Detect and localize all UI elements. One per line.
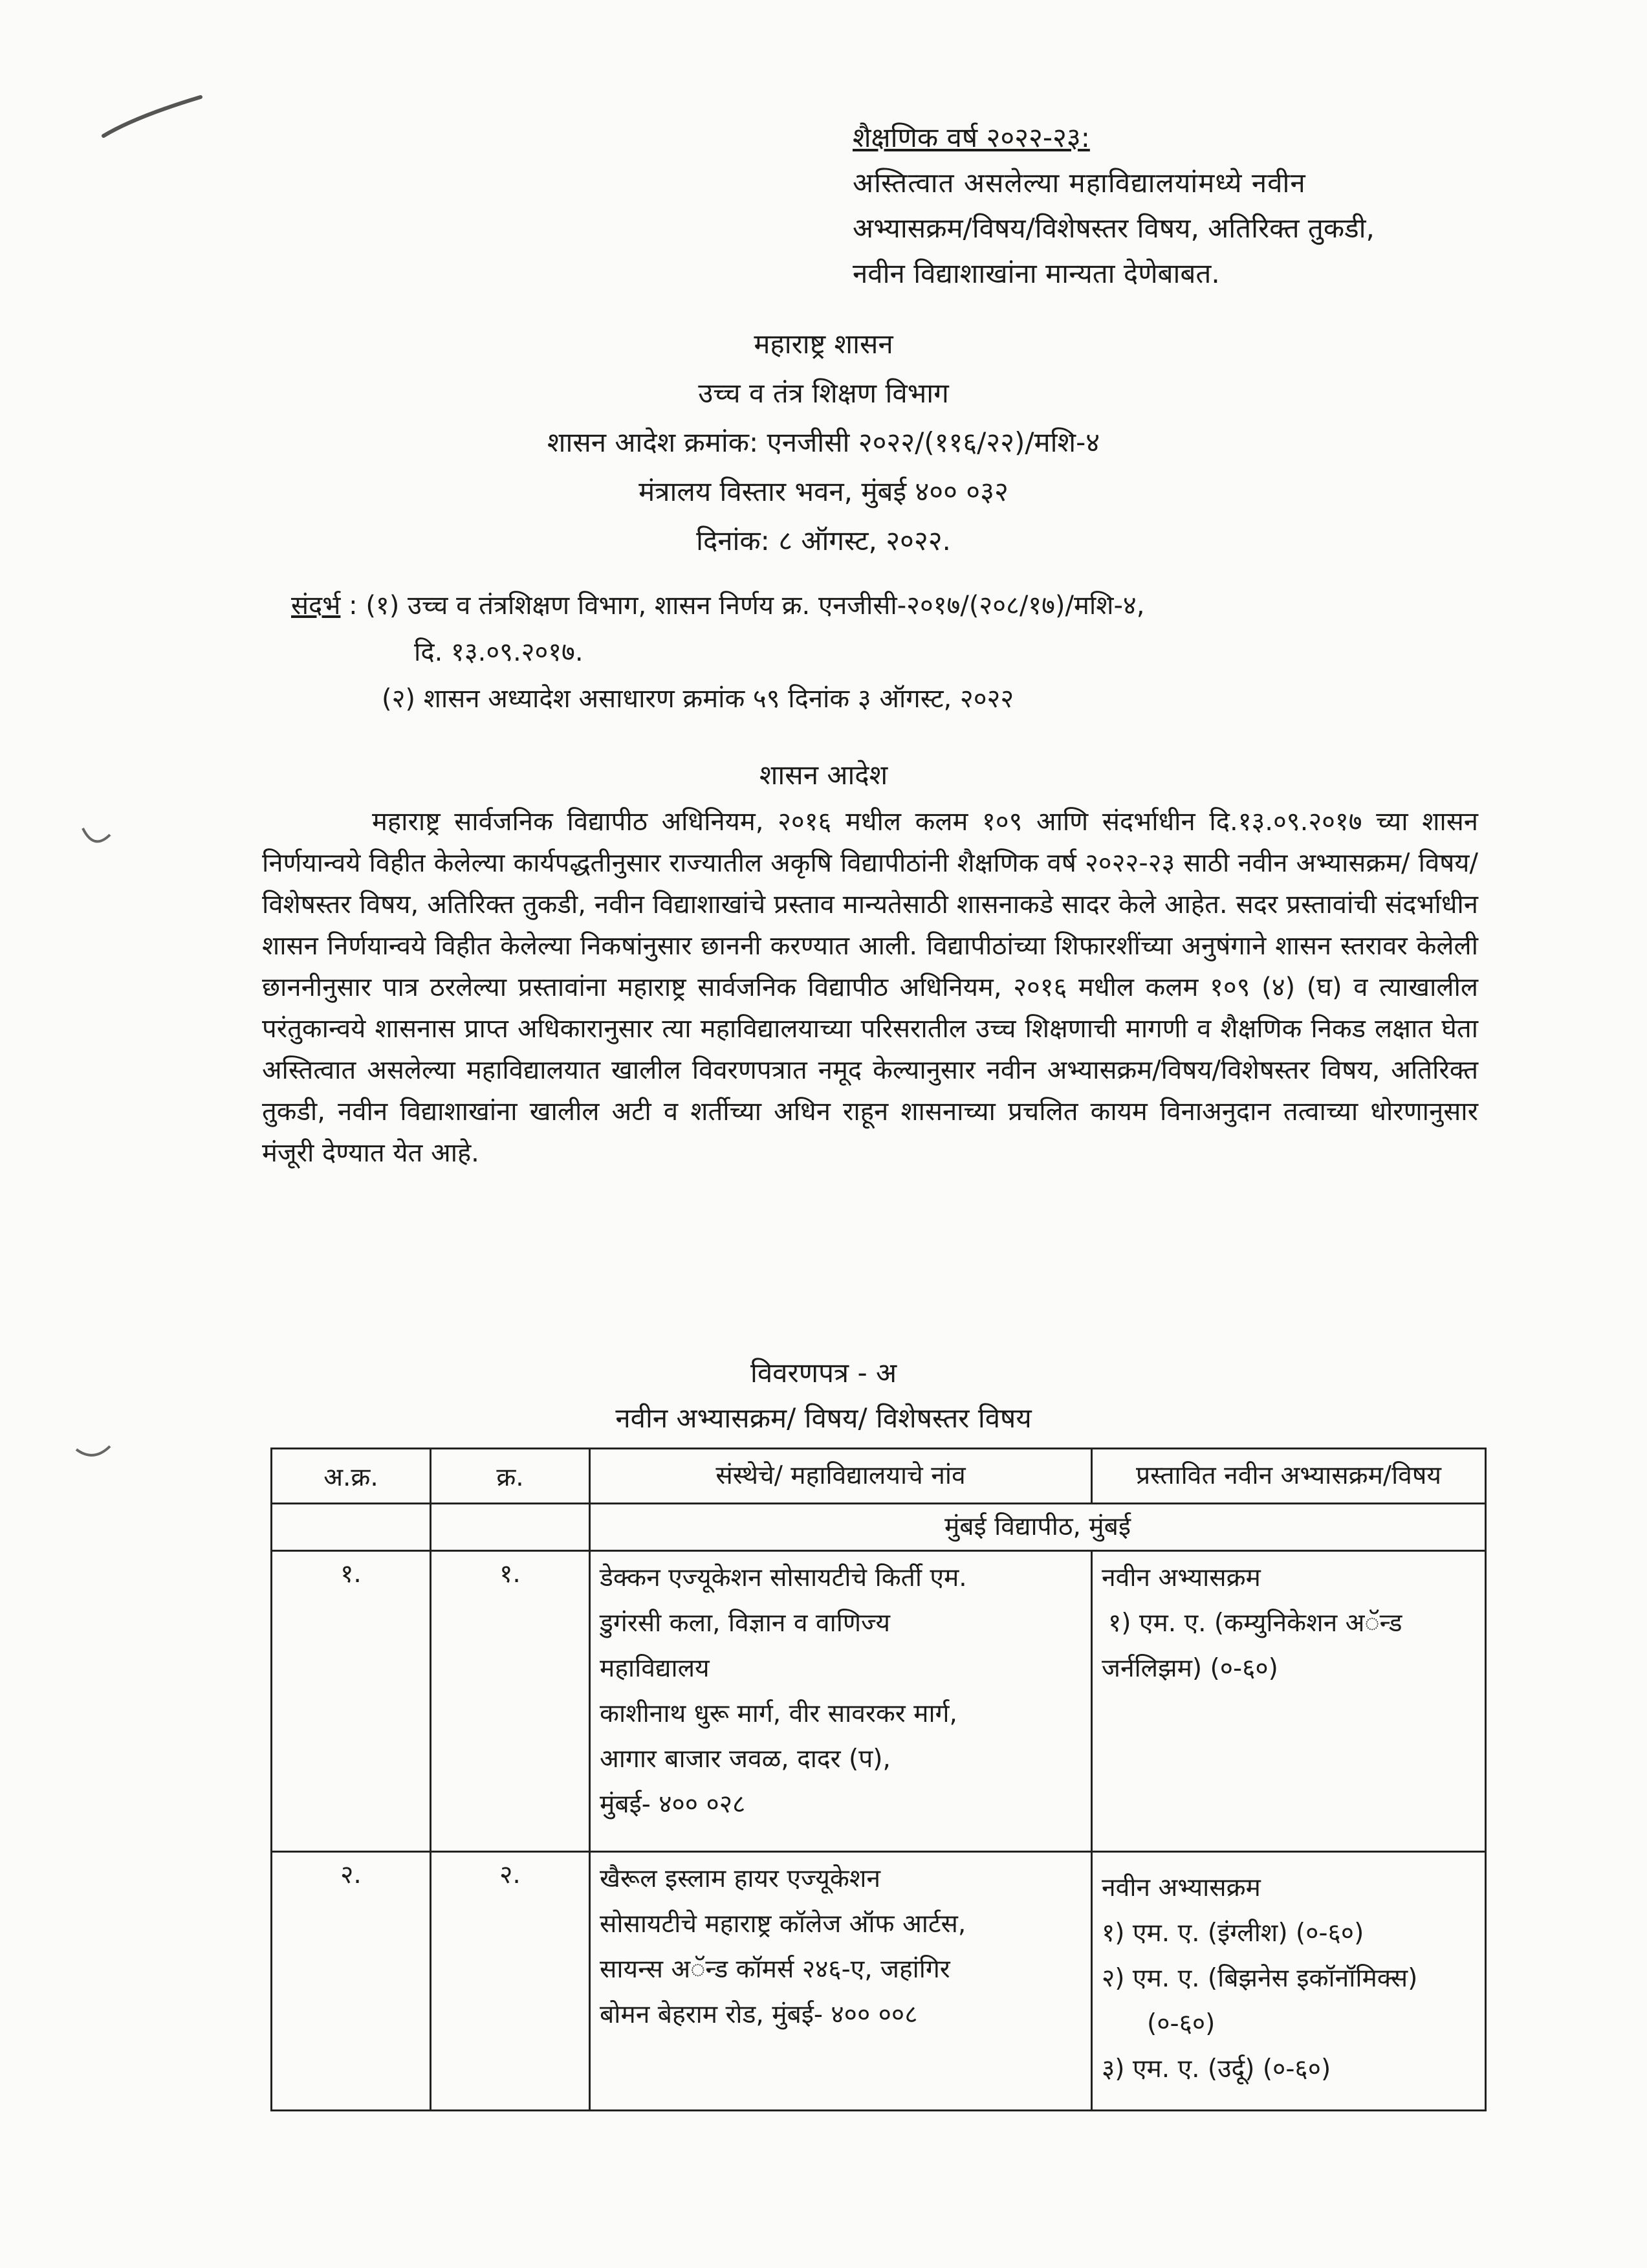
reference-1: : (१) उच्च व तंत्रशिक्षण विभाग, शासन निर्णय क्र. एनजीसी-२०१७/(२०८/१७)/मशि-४, (349, 591, 1145, 621)
institution-line: महाविद्यालय (600, 1654, 710, 1683)
statement-table (270, 1448, 1487, 2111)
govt-name: महाराष्ट्र शासन (754, 328, 893, 360)
reference-1-date: दि. १३.०९.२०१७. (414, 637, 584, 667)
academic-year: शैक्षणिक वर्ष २०२२-२३: (853, 122, 1090, 153)
scan-mark-punch-hole-bottom (71, 1440, 116, 1466)
department-name: उच्च व तंत्र शिक्षण विभाग (698, 377, 949, 409)
institution-line: काशीनाथ धुरू मार्ग, वीर सावरकर मार्ग, (600, 1699, 957, 1728)
subject-line-3: नवीन विद्याशाखांना मान्यता देणेबाबत. (853, 258, 1220, 289)
institution-line: बोमन बेहराम रोड, मुंबई- ४०० ००८ (600, 2000, 918, 2029)
course-item: २) एम. ए. (बिझनेस इकॉनॉमिक्स) (1102, 1964, 1418, 1993)
course-item: ३) एम. ए. (उर्दू) (०-६०) (1102, 2054, 1331, 2084)
institution-line: सायन्स अॅन्ड कॉमर्स २४६-ए, जहांगिर (600, 1955, 950, 1984)
institution-name (590, 1852, 1092, 2111)
subject-block (853, 115, 1506, 296)
proposed-courses (1092, 1852, 1486, 2111)
column-header: संस्थेचे/ महाविद्यालयाचे नांव (590, 1449, 1092, 1504)
office-address: मंत्रालय विस्तार भवन, मुंबई ४०० ०३२ (638, 476, 1009, 507)
column-header: प्रस्तावित नवीन अभ्यासक्रम/विषय (1092, 1449, 1486, 1504)
institution-line: डुगंरसी कला, विज्ञान व वाणिज्य (600, 1609, 890, 1638)
institution-line: खैरूल इस्लाम हायर एज्यूकेशन (600, 1864, 881, 1893)
column-header: अ.क्र. (272, 1449, 431, 1504)
column-header: क्र. (431, 1449, 590, 1504)
course-heading: नवीन अभ्यासक्रम (1102, 1563, 1261, 1592)
course-item: (०-६०) (1147, 2009, 1216, 2038)
reference-2: (२) शासन अध्यादेश असाधारण क्रमांक ५९ दिनांक ३ ऑगस्ट, २०२२ (382, 684, 1014, 714)
references-label: संदर्भ (291, 591, 341, 621)
scan-mark-pen-stroke (97, 91, 207, 142)
course-item: जर्नलिझम) (०-६०) (1102, 1654, 1278, 1683)
statement-subtitle: नवीन अभ्यासक्रम/ विषय/ विशेषस्तर विषय (615, 1402, 1032, 1434)
institution-line: मुंबई- ४०० ०२८ (600, 1790, 746, 1819)
order-title: शासन आदेश (759, 759, 888, 791)
institution-line: डेक्कन एज्यूकेशन सोसायटीचे किर्ती एम. (600, 1563, 967, 1592)
subject-line-2: अभ्यासक्रम/विषय/विशेषस्तर विषय, अतिरिक्त तुकडी, (853, 212, 1375, 244)
order-number: शासन आदेश क्रमांक: एनजीसी २०२२/(११६/२२)/मशि-४ (547, 426, 1100, 458)
table-row (272, 1852, 1486, 2111)
university-row (272, 1504, 1486, 1551)
serial-number: २. (272, 1852, 431, 2111)
course-item: १) एम. ए. (कम्युनिकेशन अॅन्ड (1108, 1609, 1402, 1638)
order-body: महाराष्ट्र सार्वजनिक विद्यापीठ अधिनियम, २०१६ मधील कलम १०९ आणि संदर्भाधीन दि.१३.०९.२०१७ च्या शासन निर्णयान्वये विहीत केलेल्या कार्यपद्धतीनुसार राज्यातील अकृषि विद्यापीठांनी शैक्षणिक वर्ष २०२२-२३ साठी नवीन अभ्यासक्रम/ विषय/ विशेषस्तर विषय, अतिरिक्त तुकडी, नवीन विद्याशाखांचे प्रस्ताव मान्यतेसाठी शासनाकडे सादर केले आहेत. सदर प्रस्तावांची संदर्भाधीन शासन निर्णयान्वये विहीत केलेल्या निकषांनुसार छाननी करण्यात आली. विद्यापीठांच्या शिफारशींच्या अनुषंगाने शासन स्तरावर केलेली छाननीनुसार पात्र ठरलेल्या प्रस्तावांना महाराष्ट्र सार्वजनिक विद्यापीठ अधिनियम, २०१६ मधील कलम १०९ (४) (घ) व त्याखालील परंतुकान्वये शासनास प्राप्त अधिकारानुसार त्या महाविद्यालयाच्या परिसरातील उच्च शिक्षणाची मागणी व शैक्षणिक निकड लक्षात घेता अस्तित्वात असलेल्या महाविद्यालयात खालील विवरणपत्रात नमूद केल्यानुसार नवीन अभ्यासक्रम/विषय/विशेषस्तर विषय, अतिरिक्त तुकडी, नवीन विद्याशाखांना खालील अटी व शर्तीच्या अधिन राहून शासनाच्या प्रचलित कायम विनाअनुदान तत्वाच्या धोरणानुसार मंजूरी देण्यात येत आहे. (262, 807, 1478, 1168)
order-date: दिनांक: ८ ऑगस्ट, २०२२. (696, 525, 951, 556)
university-name: मुंबई विद्यापीठ, मुंबई (590, 1504, 1486, 1551)
item-number: १. (431, 1551, 590, 1852)
institution-line: आगार बाजार जवळ, दादर (प), (600, 1745, 891, 1774)
course-item: १) एम. ए. (इंग्लीश) (०-६०) (1102, 1919, 1364, 1948)
statement-title: विवरणपत्र - अ (750, 1357, 897, 1389)
serial-number: १. (272, 1551, 431, 1852)
proposed-courses (1092, 1551, 1486, 1852)
table-header-row (272, 1449, 1486, 1504)
institution-line: सोसायटीचे महाराष्ट्र कॉलेज ऑफ आर्टस, (600, 1910, 966, 1939)
subject-line-1: अस्तित्वात असलेल्या महाविद्यालयांमध्ये नवीन (853, 167, 1306, 199)
institution-name (590, 1551, 1092, 1852)
table-row (272, 1551, 1486, 1852)
references (291, 582, 1488, 722)
scan-mark-punch-hole-top (78, 822, 116, 854)
course-heading: नवीन अभ्यासक्रम (1102, 1873, 1261, 1902)
item-number: २. (431, 1852, 590, 2111)
